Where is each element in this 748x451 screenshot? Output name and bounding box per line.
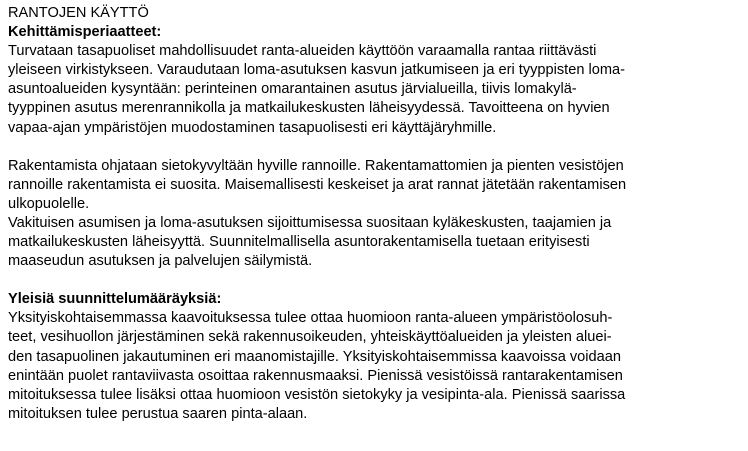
text-line: Yksityiskohtaisemmassa kaavoituksessa tulee ottaa huomioon ranta-alueen ympäristöolosuh- bbox=[8, 310, 613, 327]
paragraph-regulations bbox=[8, 309, 740, 424]
text-line: asuntoalueiden kysyntään: perinteinen omarantainen asutus järvialueilla, tiivis lomakylä- bbox=[8, 81, 577, 98]
paragraph-principles-1 bbox=[8, 42, 740, 137]
text-line: ulkopuolelle. bbox=[8, 195, 90, 212]
section-heading-regulations: Yleisiä suunnittelumääräyksiä: bbox=[8, 291, 222, 308]
paragraph-spacer bbox=[8, 271, 740, 290]
document bbox=[8, 4, 740, 424]
text-line: vapaa-ajan ympäristöjen muodostaminen tasapuolisesti eri käyttäjäryhmille. bbox=[8, 119, 497, 136]
text-line: Rakentamista ohjataan sietokyvyltään hyville rannoille. Rakentamattomien ja pienten vesistöjen bbox=[8, 157, 624, 174]
text-line: maaseudun asutuksen ja palvelujen säilymistä. bbox=[8, 253, 313, 270]
text-line: teet, vesihuollon järjestäminen sekä rakennusoikeuden, yhteiskäyttöalueiden ja yleisten aluei- bbox=[8, 329, 612, 346]
paragraph-principles-2 bbox=[8, 157, 740, 214]
paragraph-spacer bbox=[8, 138, 740, 157]
text-line: Vakituisen asumisen ja loma-asutuksen sijoittumisessa suositaan kyläkeskusten, taajamien ja bbox=[8, 214, 612, 231]
text-line: mitoituksen tulee perustua saaren pinta-alaan. bbox=[8, 405, 308, 422]
text-line: mitoituksessa tulee lisäksi ottaa huomioon vesistön sietokyky ja vesipinta-ala. Pienissä saarissa bbox=[8, 386, 626, 403]
text-line: rannoille rakentamista ei suosita. Maisemallisesti keskeiset ja arat rannat jätetään rakentamisen bbox=[8, 176, 627, 193]
text-line: yleiseen virkistykseen. Varaudutaan loma-asutuksen kasvun jatkumiseen ja eri tyyppisten loma- bbox=[8, 62, 626, 79]
paragraph-principles-3 bbox=[8, 214, 740, 271]
document-title: RANTOJEN KÄYTTÖ bbox=[8, 5, 149, 21]
text-line: Turvataan tasapuoliset mahdollisuudet ranta-alueiden käyttöön varaamalla rantaa riittävästi bbox=[8, 43, 597, 60]
text-line: matkailukeskusten läheisyyttä. Suunnitelmallisella asuntorakentamisella tuetaan erityisesti bbox=[8, 234, 590, 251]
section-heading-principles: Kehittämisperiaatteet: bbox=[8, 24, 162, 41]
text-line: den tasapuolinen jakautuminen eri maanomistajille. Yksityiskohtaisemmissa kaavoissa voidaan bbox=[8, 348, 621, 365]
text-line: enintään puolet rantaviivasta osoittaa rakennusmaaksi. Pienissä vesistöissä rantarakentamisen bbox=[8, 367, 623, 384]
text-line: tyyppinen asutus merenrannikolla ja matkailukeskusten läheisyydessä. Tavoitteena on hyvien bbox=[8, 100, 610, 117]
